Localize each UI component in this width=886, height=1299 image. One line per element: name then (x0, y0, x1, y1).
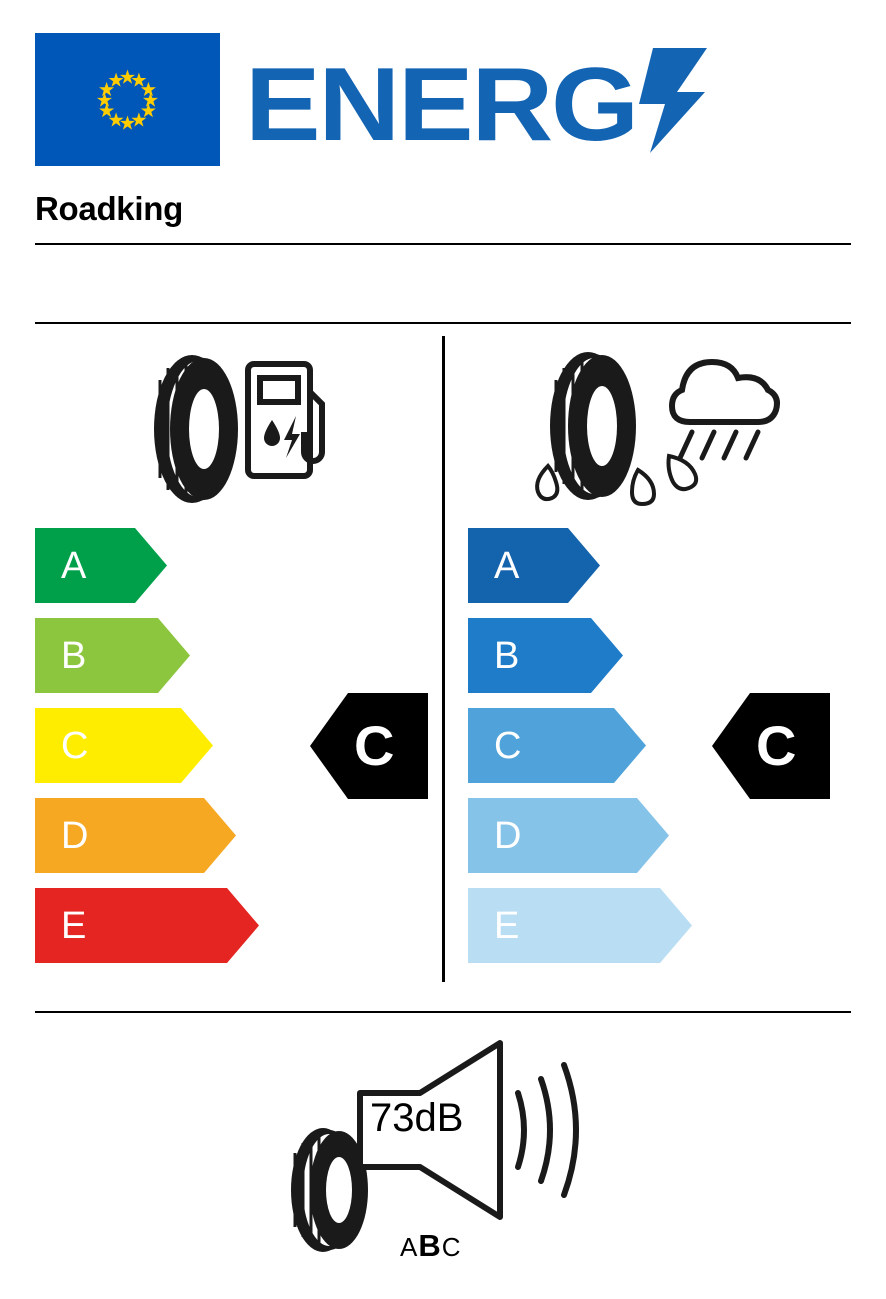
noise-class-row (400, 1228, 462, 1264)
wet-grade-B-letter: B (494, 634, 520, 677)
fuel-grade-E-letter: E (61, 904, 87, 947)
noise-db-value: 73dB (370, 1096, 464, 1140)
wet-result-letter: C (756, 714, 797, 777)
wet-result-marker (712, 693, 830, 799)
noise-class-a: A (400, 1232, 419, 1262)
fuel-result-letter: C (354, 714, 395, 777)
eu-flag (35, 33, 220, 166)
energ-wordmark (245, 48, 715, 153)
svg-text:ENERG: ENERG (245, 48, 637, 153)
brand-name: Roadking (35, 190, 183, 227)
noise-class-b-selected: B (418, 1228, 442, 1263)
divider-vertical (442, 336, 445, 982)
divider-bottom-section (35, 1011, 851, 1013)
fuel-grade-A-letter: A (61, 544, 87, 587)
fuel-grade-B-letter: B (61, 634, 87, 677)
wet-grade-C-letter: C (494, 724, 522, 767)
divider-under-brand (35, 243, 851, 245)
wet-grade-A-letter: A (494, 544, 520, 587)
tyre-rain-cloud-icon (530, 348, 785, 510)
fuel-grade-D-letter: D (61, 814, 89, 857)
divider-top-section (35, 322, 851, 324)
wet-grade-E-letter: E (494, 904, 520, 947)
wet-grade-D-letter: D (494, 814, 522, 857)
noise-class-c: C (441, 1232, 462, 1262)
tyre-fuel-pump-icon (120, 348, 330, 510)
fuel-result-marker (310, 693, 428, 799)
fuel-grade-C-letter: C (61, 724, 89, 767)
